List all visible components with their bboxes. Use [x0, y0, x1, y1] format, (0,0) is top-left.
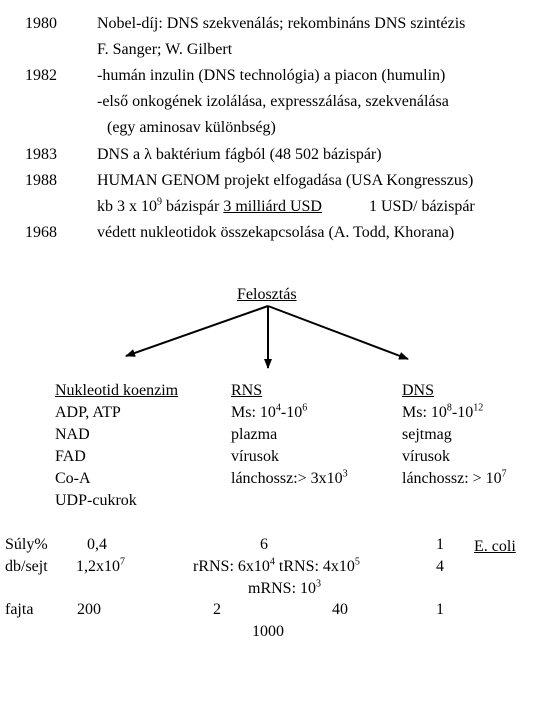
per-cell-dns: 4	[436, 558, 444, 575]
weight-dns: 1	[436, 536, 444, 553]
year-1988: 1988	[25, 172, 57, 189]
event-1988-cost: 1 USD/ bázispár	[369, 198, 475, 215]
weight-nucleotide: 0,4	[87, 536, 107, 553]
per-cell-mrns: mRNS: $10^3$	[248, 578, 322, 597]
rns-mass: Ms: $10^4-10^6$	[231, 402, 308, 421]
label-weight: Súly%	[5, 536, 48, 553]
year-1982: 1982	[25, 67, 57, 84]
organism-label: E. coli	[474, 538, 516, 555]
label-per-cell: db/sejt	[5, 558, 48, 575]
event-1988: HUMAN GENOM projekt elfogadása (USA Kongresszus)	[97, 172, 474, 189]
rns-item: vírusok	[231, 448, 279, 465]
dns-length: lánchossz: > $10^7$	[402, 468, 507, 487]
nucleotide-title: Nukleotid koenzim	[55, 382, 179, 399]
kinds-rrns: 40	[332, 601, 348, 618]
diagram-root-label: Felosztás	[237, 286, 297, 303]
kinds-mrns: 1000	[252, 623, 284, 640]
event-1980-line2: F. Sanger; W. Gilbert	[97, 41, 233, 58]
event-1968: védett nukleotidok összekapcsolása (A. Todd, Khorana)	[97, 224, 455, 241]
arrow-right	[268, 306, 408, 359]
nucleotide-item: Co-A	[55, 470, 91, 487]
event-1982-line2: -első onkogének izolálása, expresszálása, szekvenálása	[97, 93, 449, 110]
weight-rns: 6	[260, 536, 268, 553]
kinds-trns: 2	[213, 601, 221, 618]
dns-item: vírusok	[402, 448, 450, 465]
year-1983: 1983	[25, 146, 57, 163]
event-1988-detail: kb 3 x $10^9$ bázispár 3 milliárd USD	[97, 196, 322, 215]
arrow-left	[126, 306, 268, 356]
nucleotide-item: UDP-cukrok	[55, 492, 137, 509]
rns-title: RNS	[231, 382, 263, 399]
year-1968: 1968	[25, 224, 57, 241]
rns-length: lánchossz:> $3x10^3$	[231, 468, 348, 487]
event-1982-line3: (egy aminosav különbség)	[107, 119, 276, 136]
event-1980-line1: Nobel-díj: DNS szekvenálás; rekombináns DNS szintézis	[97, 15, 466, 32]
nucleotide-item: FAD	[55, 448, 86, 465]
year-1980: 1980	[25, 15, 57, 32]
kinds-dns: 1	[436, 601, 444, 618]
dns-mass: Ms: $10^8-10^{12}$	[402, 402, 484, 421]
label-kinds: fajta	[5, 601, 34, 618]
rns-item: plazma	[231, 426, 278, 443]
dns-item: sejtmag	[402, 426, 452, 443]
event-1982-line1: -humán inzulin (DNS technológia) a piacon (humulin)	[97, 67, 446, 84]
per-cell-nucleotide: $1,2x10^7$	[76, 556, 125, 575]
dns-title: DNS	[402, 382, 435, 399]
event-1983: DNS a λ baktérium fágból (48 502 bázispár)	[97, 146, 382, 163]
kinds-nucleotide: 200	[77, 601, 101, 618]
nucleotide-item: NAD	[55, 426, 90, 443]
nucleotide-item: ADP, ATP	[55, 404, 121, 421]
per-cell-rns: rRNS: $6x10^4$ tRNS: $4x10^5$	[193, 556, 360, 575]
